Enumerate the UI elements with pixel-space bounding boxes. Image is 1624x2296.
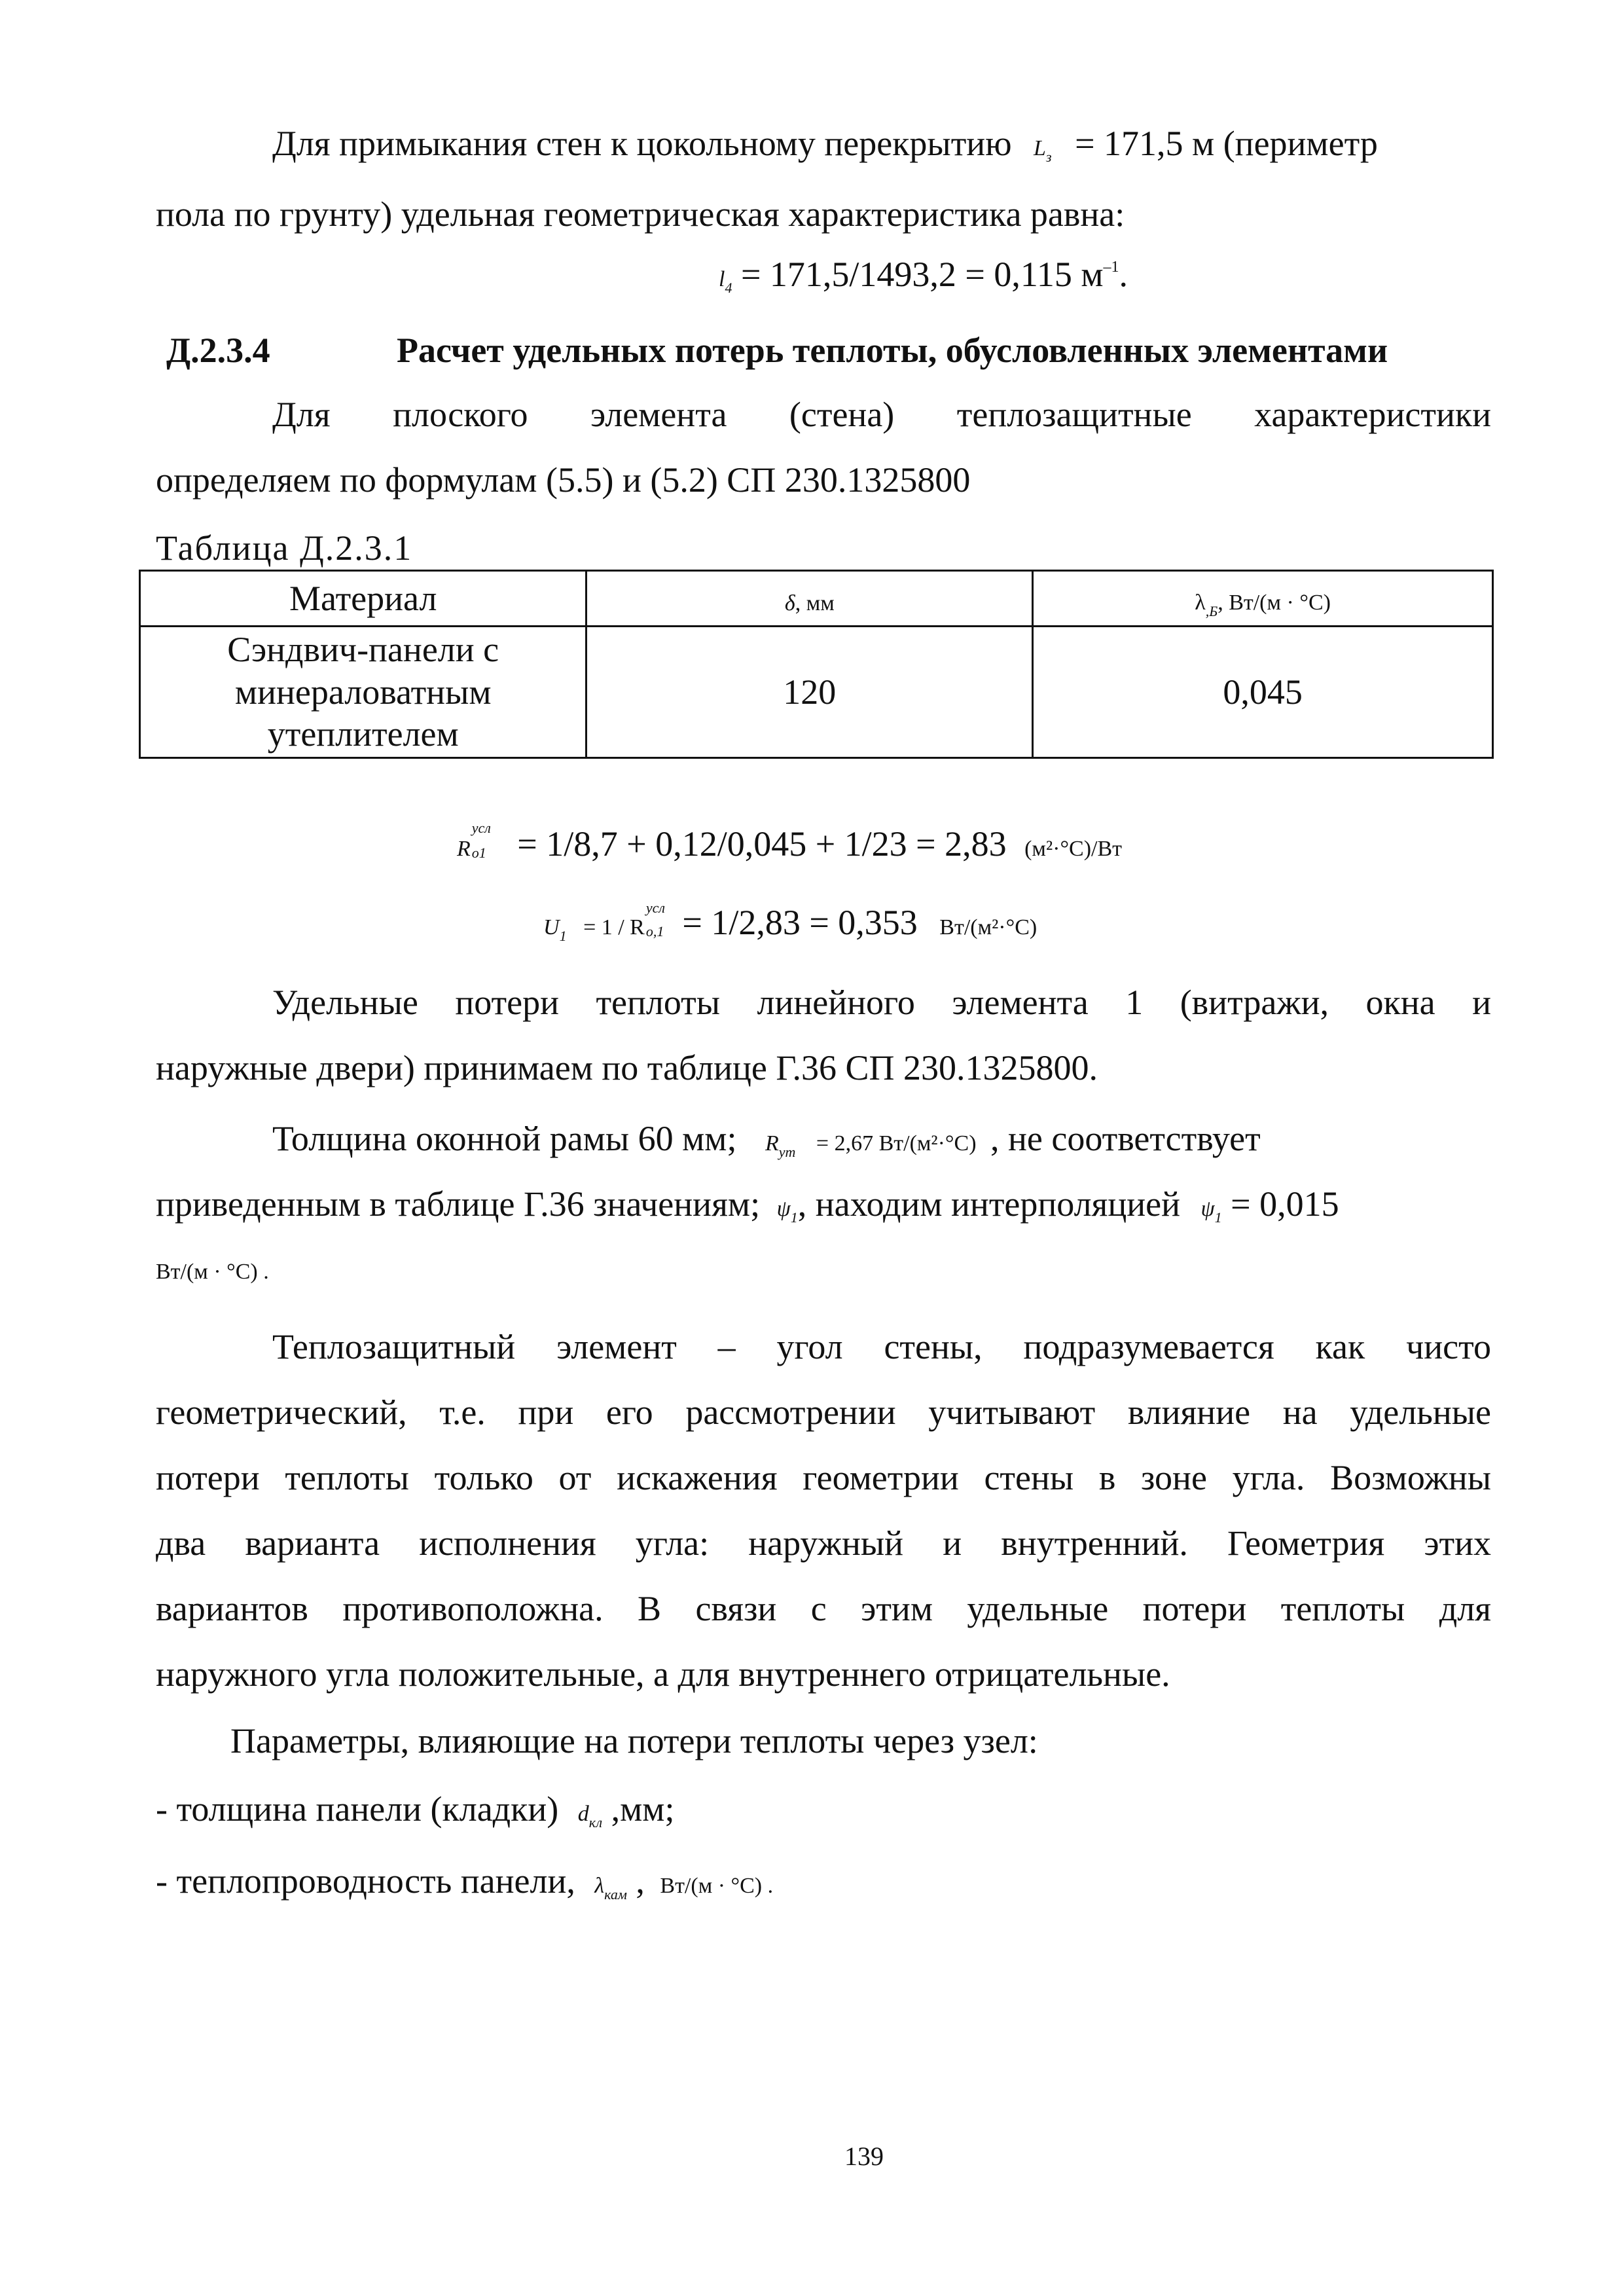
- para3-line2: наружные двери) принимаем по таблице Г.36 СП 230.1325800.: [156, 1048, 1098, 1087]
- var-L: L: [1034, 136, 1046, 160]
- section-number: Д.2.3.4: [166, 331, 270, 370]
- var-l-sub: 4: [725, 280, 732, 296]
- table-header-thickness: [586, 571, 1033, 627]
- para4-line2-a: приведенным в таблице Г.36 значениям;: [156, 1184, 761, 1224]
- para5-line2: геометрический, т.е. при его рассмотрении учитывают влияние на удельные: [156, 1393, 1491, 1432]
- var-l: l: [719, 267, 725, 291]
- var-L-sub: з: [1045, 149, 1052, 165]
- materials-table: [139, 570, 1494, 759]
- r-ut-value: = 2,67 Вт/(м²·°С): [816, 1131, 977, 1156]
- u-sub: 1: [559, 928, 567, 944]
- material-line-1: Сэндвич-панели с: [227, 629, 499, 669]
- formula-l4-end: .: [1119, 255, 1128, 294]
- page-number: 139: [844, 2141, 884, 2171]
- para4-line2: [156, 1186, 1491, 1225]
- formula-r-unit: (м²·°С)/Вт: [1024, 837, 1123, 861]
- para5-line4: два варианта исполнения угла: наружный и внутренний. Геометрия этих: [156, 1523, 1491, 1563]
- thickness-unit: , мм: [795, 591, 835, 615]
- para1-line1: [272, 126, 1491, 164]
- para3-line1: Удельные потери теплоты линейного элемента 1 (витражи, окна и: [272, 983, 1491, 1022]
- formula-r-expr: = 1/8,7 + 0,12/0,045 + 1/23 = 2,83: [517, 824, 1007, 864]
- var-lambda-kam: λ: [594, 1874, 605, 1898]
- para2-line2: определяем по формулам (5.5) и (5.2) СП 230.1325800: [156, 460, 971, 500]
- u-mid-sub: о,1: [645, 923, 664, 939]
- para5-line5: вариантов противоположна. В связи с этим удельные потери теплоты для: [156, 1589, 1491, 1628]
- para2-line1: Для плоского элемента (стена) теплозащитные характеристики: [272, 395, 1491, 434]
- psi-symbol-2: ψ: [1200, 1197, 1215, 1221]
- lambda-sub: ,Б: [1205, 602, 1218, 619]
- para6-intro: Параметры, влияющие на потери теплоты через узел:: [230, 1721, 1038, 1760]
- u-mid: = 1 / R: [583, 915, 645, 939]
- para4-line1: [272, 1121, 1491, 1159]
- lambda-unit: , Вт/(м · °С): [1218, 590, 1331, 615]
- item2-unit: Вт/(м · °С) .: [660, 1874, 774, 1898]
- table-header-lambda: [1033, 571, 1493, 627]
- para1-text: Для примыкания стен к цокольному перекрытию: [272, 124, 1012, 163]
- table-header-row: [140, 571, 1493, 627]
- table-caption: Таблица Д.2.3.1: [156, 528, 413, 568]
- psi-sub-2: 1: [1214, 1209, 1222, 1226]
- var-U: U: [543, 915, 560, 939]
- para5-line6: наружного угла положительные, а для внутреннего отрицательные.: [156, 1654, 1170, 1694]
- var-d-sub: кл: [588, 1814, 603, 1831]
- var-R: R: [457, 837, 471, 861]
- r-sup: усл: [471, 820, 491, 836]
- para4-text-a: Толщина оконной рамы 60 мм;: [272, 1119, 737, 1158]
- material-line-3: утеплителем: [267, 714, 459, 754]
- item2-comma: ,: [636, 1861, 645, 1901]
- material-line-2: минераловатным: [234, 672, 492, 712]
- lambda-symbol: λ: [1195, 590, 1206, 615]
- table-cell-material: [140, 627, 586, 758]
- psi-symbol: ψ: [776, 1197, 791, 1221]
- r-sub: о1: [471, 845, 486, 861]
- formula-l4-expr: = 171,5/1493,2 = 0,115 м: [740, 255, 1104, 294]
- para4-line3: Вт/(м · °С) .: [156, 1260, 269, 1284]
- u-mid-sup: усл: [645, 900, 665, 916]
- para6-item2: [156, 1863, 1491, 1902]
- para5-line3: потери теплоты только от искажения геометрии стены в зоне угла. Возможны: [156, 1458, 1491, 1497]
- item2-text: - теплопроводность панели,: [156, 1861, 575, 1901]
- psi-sub: 1: [790, 1209, 798, 1226]
- delta-symbol: δ: [784, 591, 795, 615]
- var-R-ut: R: [765, 1131, 779, 1156]
- para4-line2-b: , находим интерполяцией: [797, 1184, 1181, 1224]
- section-title: Расчет удельных потерь теплоты, обусловленных элементами: [397, 331, 1388, 370]
- item1-unit: ,мм;: [611, 1789, 675, 1829]
- para4-line2-c: = 0,015: [1231, 1184, 1339, 1224]
- formula-r: [457, 820, 1624, 864]
- formula-u: [543, 900, 1624, 944]
- r-ut-sub: ут: [778, 1144, 796, 1160]
- table-header-material: Материал: [140, 571, 586, 627]
- table-cell-lambda: 0,045: [1033, 627, 1493, 758]
- var-d: d: [577, 1802, 589, 1826]
- table-cell-thickness: 120: [586, 627, 1033, 758]
- para1-line2: пола по грунту) удельная геометрическая характеристика равна:: [156, 194, 1125, 234]
- para4-text-b: , не соответствует: [990, 1119, 1261, 1158]
- table-row: [140, 627, 1493, 758]
- formula-l4-sup: –1: [1103, 259, 1119, 276]
- var-lambda-kam-sub: кам: [604, 1886, 627, 1903]
- formula-l4: [719, 257, 1624, 295]
- para6-item1: [156, 1791, 1491, 1830]
- item1-text: - толщина панели (кладки): [156, 1789, 559, 1829]
- para1-text-b: = 171,5 м (периметр: [1075, 124, 1378, 163]
- formula-u-expr: = 1/2,83 = 0,353: [682, 903, 918, 942]
- formula-u-unit: Вт/(м²·°С): [939, 915, 1038, 939]
- para5-line1: Теплозащитный элемент – угол стены, подразумевается как чисто: [272, 1327, 1491, 1366]
